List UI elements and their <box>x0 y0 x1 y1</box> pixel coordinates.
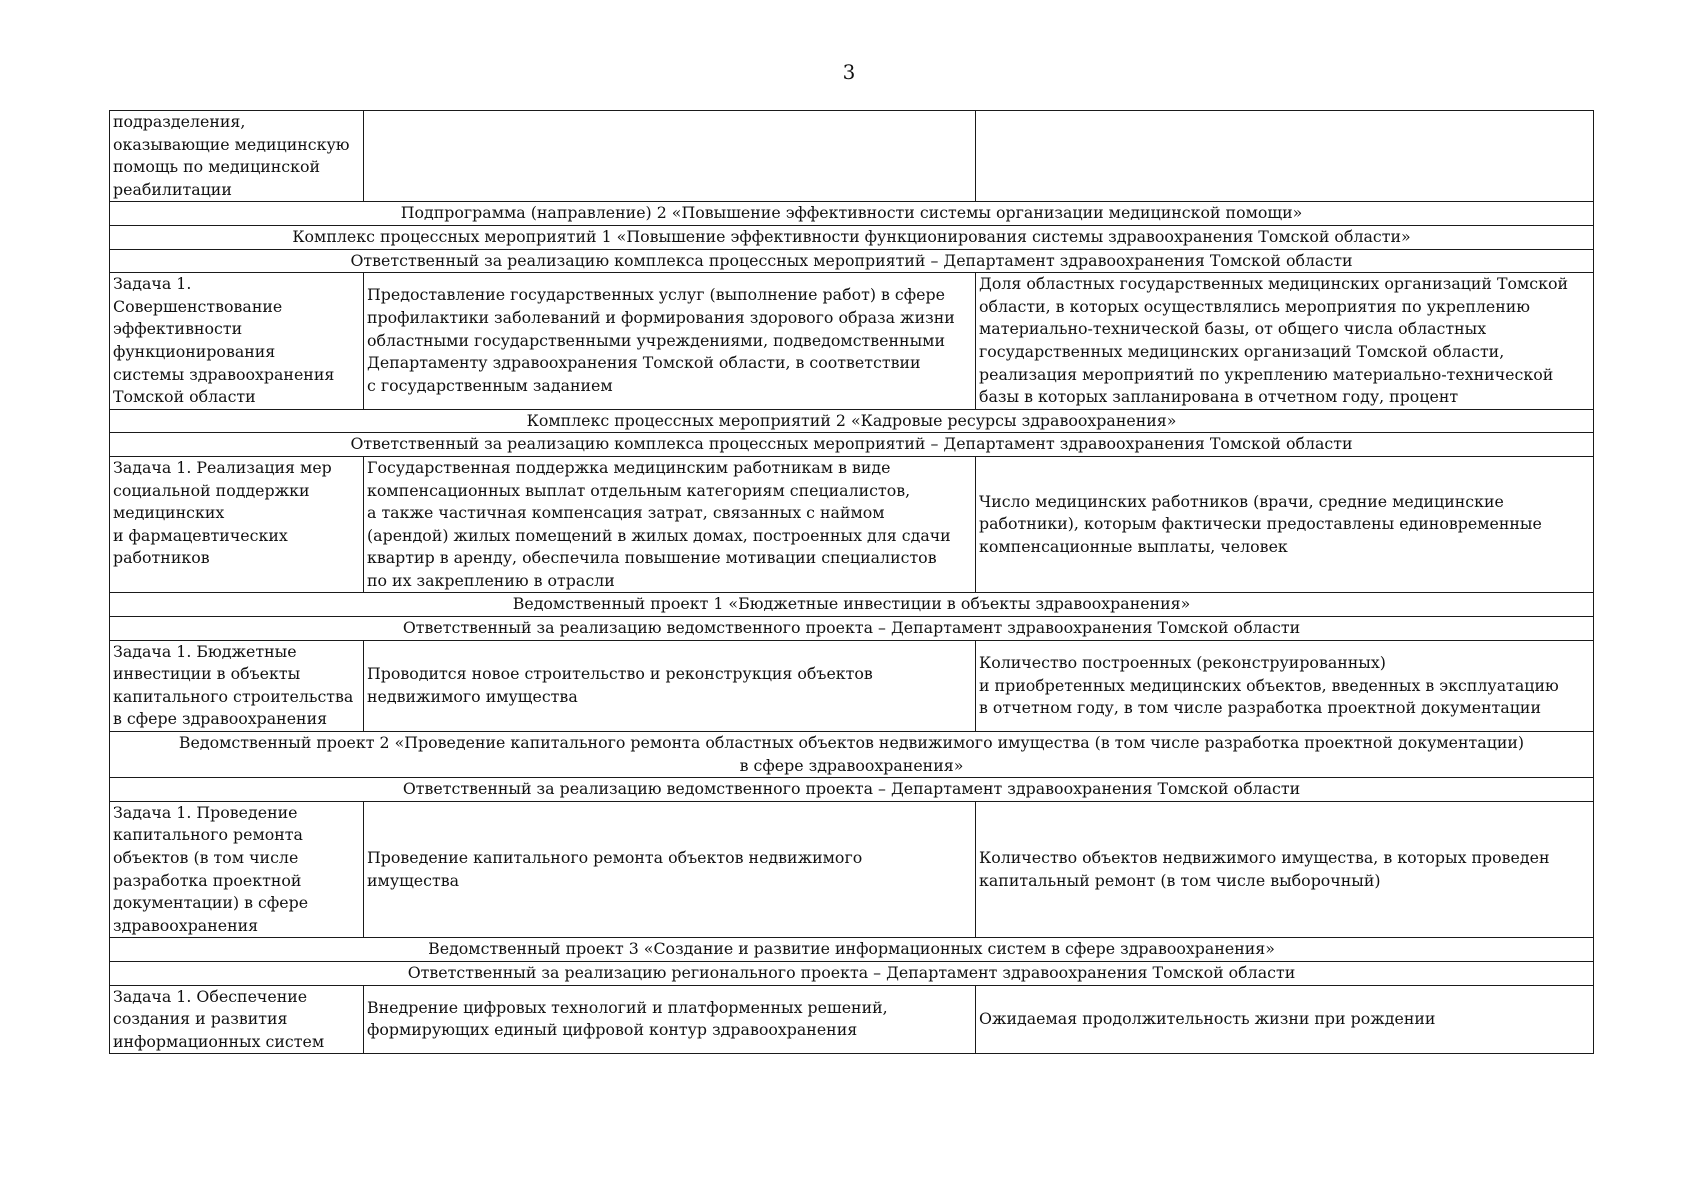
section-header-cell <box>110 225 1594 249</box>
section-header-row <box>110 593 1594 617</box>
section-header-text: Ведомственный проект 2 «Проведение капитального ремонта областных объектов недвижимого имущества (в том числе разработка проектной документации) в сфере здравоохранения» <box>178 733 1525 775</box>
activity-cell <box>364 111 976 202</box>
task-cell-text: подразделения, оказывающие медицинскую помощь по медицинской реабилитации <box>113 112 350 199</box>
section-header-text: Ответственный за реализацию комплекса процессных мероприятий – Департамент здравоохранения Томской области <box>350 434 1353 454</box>
section-header-cell <box>110 593 1594 617</box>
task-row <box>110 640 1594 731</box>
task-cell <box>110 273 364 410</box>
section-header-text: Подпрограмма (направление) 2 «Повышение эффективности системы организации медицинской помощи» <box>400 203 1303 223</box>
task-row <box>110 456 1594 593</box>
activity-cell-text: Предоставление государственных услуг (выполнение работ) в сфере профилактики заболеваний и формирования здорового образа жизни областными государственными учреждениями, подведомственными Департаменту здравоохранения Томской области, в соответствии с государственным заданием <box>367 285 955 395</box>
activity-cell-text: Государственная поддержка медицинским работникам в виде компенсационных выплат отдельным категориям специалистов, а также частичная компенсация затрат, связанных с наймом (арендой) жилых помещений в жилых домах, построенных для сдачи квартир в аренду, обеспечила повышение мотивации специалистов по их закреплению в отрасли <box>367 457 951 590</box>
indicator-cell-text: Число медицинских работников (врачи, средние медицинские работники), которым фактически предоставлены единовременные компенсационные выплаты, человек <box>979 491 1542 556</box>
activity-cell-text: Проведение капитального ремонта объектов недвижимого имущества <box>367 848 863 890</box>
indicator-cell <box>976 640 1594 731</box>
section-header-row <box>110 409 1594 433</box>
section-header-text: Ответственный за реализацию регионального проекта – Департамент здравоохранения Томской области <box>407 962 1296 982</box>
section-header-row <box>110 732 1594 778</box>
activity-cell <box>364 985 976 1054</box>
section-header-cell <box>110 938 1594 962</box>
task-cell-text: Задача 1. Обеспечение создания и развития информационных систем <box>113 986 325 1051</box>
section-header-row <box>110 938 1594 962</box>
section-header-row <box>110 225 1594 249</box>
section-header-text: Комплекс процессных мероприятий 1 «Повышение эффективности функционирования системы здравоохранения Томской области» <box>292 226 1411 246</box>
section-header-text: Ответственный за реализацию ведомственного проекта – Департамент здравоохранения Томской области <box>402 618 1301 638</box>
section-header-row <box>110 249 1594 273</box>
section-header-text: Ведомственный проект 3 «Создание и развитие информационных систем в сфере здравоохранения» <box>428 939 1275 959</box>
task-row <box>110 273 1594 410</box>
task-cell-text: Задача 1. Проведение капитального ремонта объектов (в том числе разработка проектной документации) в сфере здравоохранения <box>113 802 309 935</box>
section-header-cell <box>110 732 1594 778</box>
task-cell-text: Задача 1. Бюджетные инвестиции в объекты капитального строительства в сфере здравоохранения <box>113 641 354 729</box>
indicator-cell-text: Доля областных государственных медицинских организаций Томской области, в которых осуществлялись мероприятия по укреплению материально-технической базы, от общего числа областных государственных медицинских организаций Томской области, реализация мероприятий по укреплению материально-технической базы в которых запланирована в отчетном году, процент <box>979 274 1569 407</box>
section-header-cell <box>110 961 1594 985</box>
activity-cell-text: Проводится новое строительство и реконструкция объектов недвижимого имущества <box>367 664 873 706</box>
indicator-cell <box>976 111 1594 202</box>
activity-cell <box>364 640 976 731</box>
task-cell <box>110 985 364 1054</box>
activity-cell <box>364 273 976 410</box>
section-header-text: Ответственный за реализацию ведомственного проекта – Департамент здравоохранения Томской области <box>402 779 1301 799</box>
indicator-cell-text: Ожидаемая продолжительность жизни при рождении <box>979 1009 1436 1029</box>
section-header-row <box>110 433 1594 457</box>
task-cell <box>110 111 364 202</box>
section-header-cell <box>110 249 1594 273</box>
program-table-body <box>110 111 1594 1054</box>
indicator-cell <box>976 985 1594 1054</box>
task-row <box>110 985 1594 1054</box>
program-table <box>109 110 1594 1054</box>
section-header-cell <box>110 778 1594 802</box>
task-cell <box>110 801 364 938</box>
section-header-row <box>110 961 1594 985</box>
section-header-text: Комплекс процессных мероприятий 2 «Кадровые ресурсы здравоохранения» <box>526 410 1177 430</box>
section-header-cell <box>110 202 1594 226</box>
section-header-row <box>110 778 1594 802</box>
task-cell <box>110 640 364 731</box>
task-row <box>110 801 1594 938</box>
task-cell-text: Задача 1. Совершенствование эффективности функционирования системы здравоохранения Томской области <box>113 274 335 407</box>
activity-cell <box>364 456 976 593</box>
activity-cell-text: Внедрение цифровых технологий и платформенных решений, формирующих единый цифровой контур здравоохранения <box>367 997 888 1040</box>
task-cell <box>110 456 364 593</box>
task-cell-text: Задача 1. Реализация мер социальной поддержки медицинских и фармацевтических работников <box>113 457 332 568</box>
section-header-cell <box>110 617 1594 641</box>
activity-cell <box>364 801 976 938</box>
section-header-cell <box>110 409 1594 433</box>
section-header-row <box>110 617 1594 641</box>
indicator-cell <box>976 801 1594 938</box>
indicator-cell-text: Количество объектов недвижимого имущества, в которых проведен капитальный ремонт (в том числе выборочный) <box>979 848 1550 890</box>
indicator-cell <box>976 456 1594 593</box>
task-row <box>110 111 1594 202</box>
section-header-text: Ответственный за реализацию комплекса процессных мероприятий – Департамент здравоохранения Томской области <box>350 250 1353 270</box>
indicator-cell <box>976 273 1594 410</box>
section-header-text: Ведомственный проект 1 «Бюджетные инвестиции в объекты здравоохранения» <box>512 594 1191 614</box>
section-header-row <box>110 202 1594 226</box>
section-header-cell <box>110 433 1594 457</box>
indicator-cell-text: Количество построенных (реконструированных) и приобретенных медицинских объектов, введенных в эксплуатацию в отчетном году, в том числе разработка проектной документации <box>979 652 1559 718</box>
page-number: 3 <box>842 60 856 84</box>
